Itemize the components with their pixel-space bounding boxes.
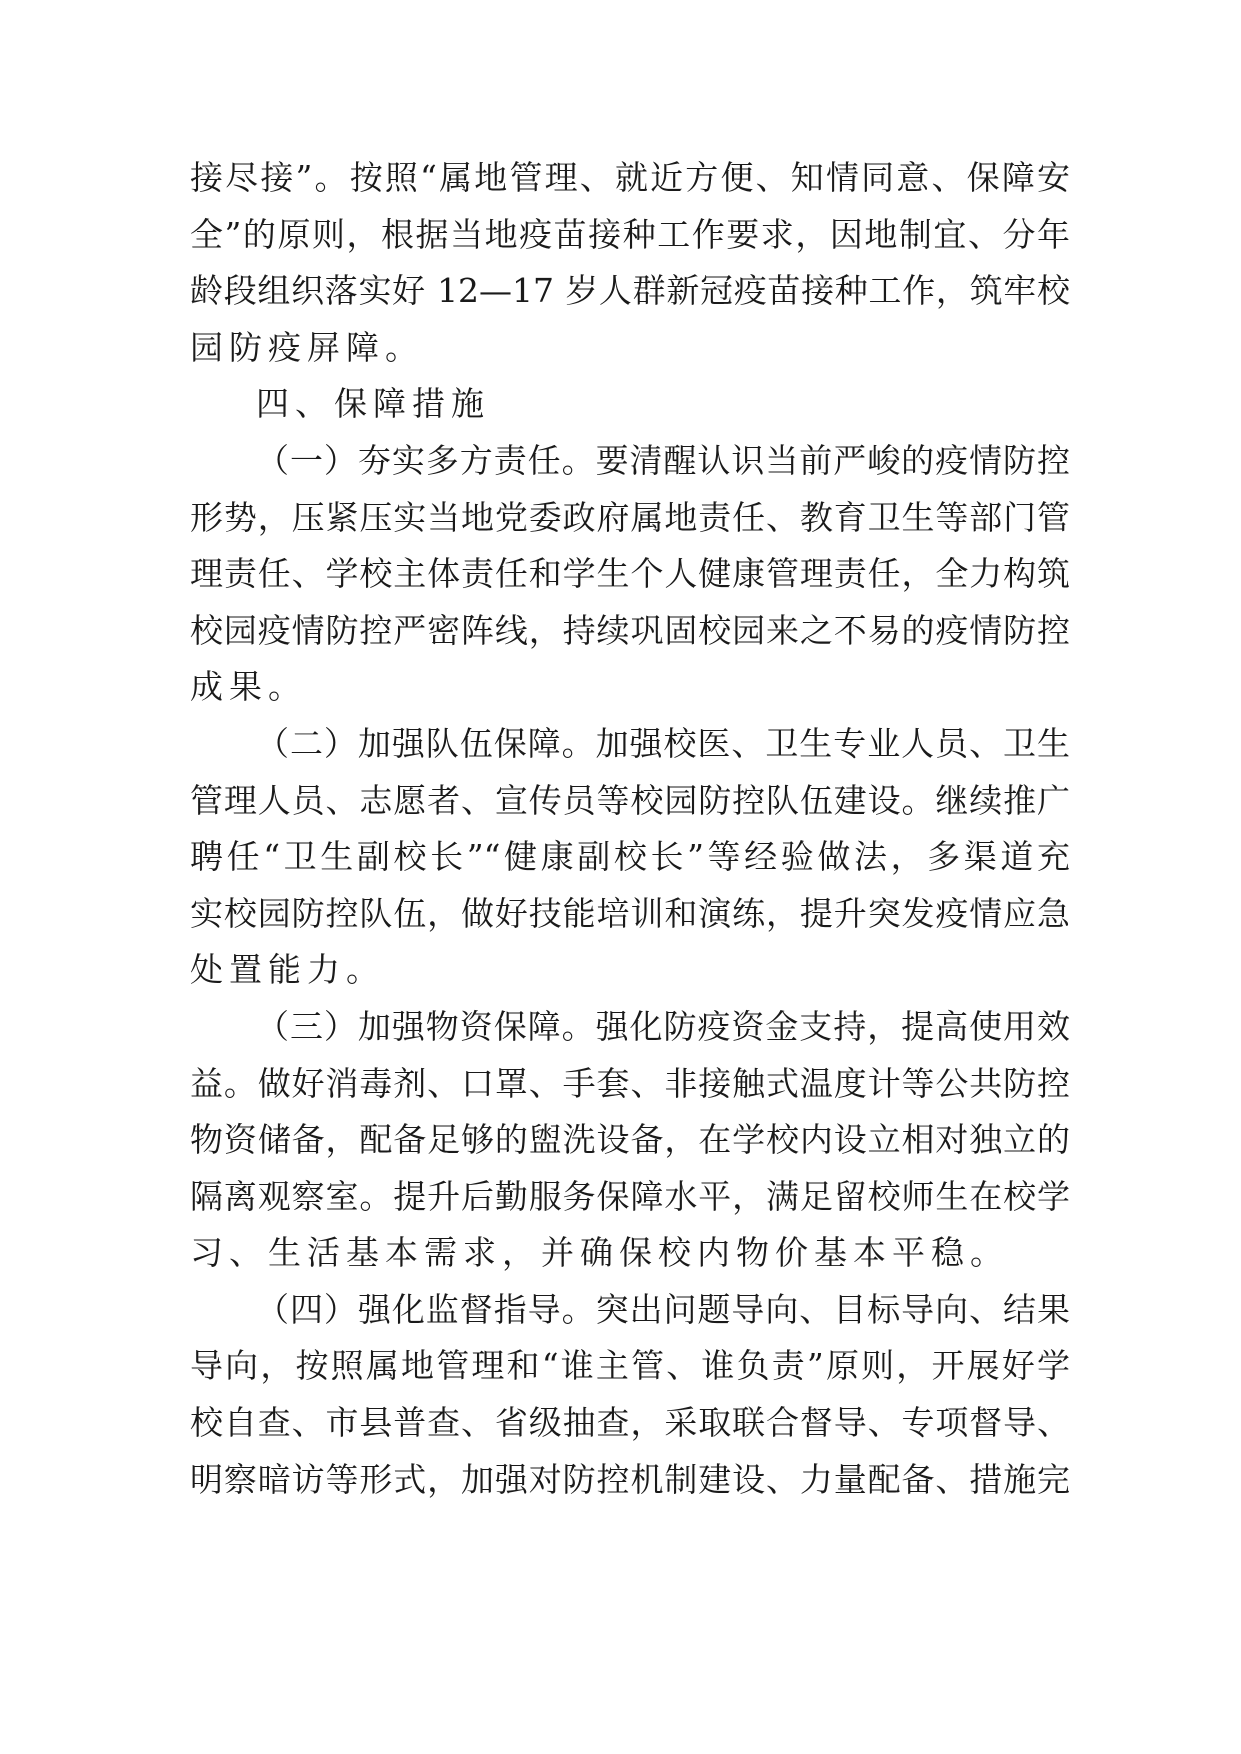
text-line: 四、保障措施 xyxy=(256,384,490,424)
text-line: 校园疫情防控严密阵线，持续巩固校园来之不易的疫情防控 xyxy=(190,610,1070,650)
text-line: （三）加强物资保障。强化防疫资金支持，提高使用效 xyxy=(256,1006,1070,1046)
text-line: 物资储备，配备足够的盥洗设备，在学校内设立相对独立的 xyxy=(190,1120,1070,1160)
text-line: （四）强化监督指导。突出问题导向、目标导向、结果 xyxy=(256,1289,1070,1329)
text-line: 益。做好消毒剂、口罩、手套、非接触式温度计等公共防控 xyxy=(190,1063,1070,1103)
text-line: 隔离观察室。提升后勤服务保障水平，满足留校师生在校学 xyxy=(190,1176,1070,1216)
document-body xyxy=(190,150,1070,1508)
text-line: 园防疫屏障。 xyxy=(190,327,424,367)
text-line: 全”的原则，根据当地疫苗接种工作要求，因地制宜、分年 xyxy=(190,214,1070,254)
text-line: 导向，按照属地管理和“谁主管、谁负责”原则，开展好学 xyxy=(190,1346,1070,1386)
text-line: 处置能力。 xyxy=(190,950,385,990)
text-line: 理责任、学校主体责任和学生个人健康管理责任，全力构筑 xyxy=(190,554,1070,594)
text-line: 管理人员、志愿者、宣传员等校园防控队伍建设。继续推广 xyxy=(190,780,1070,820)
text-line: 成果。 xyxy=(190,667,307,707)
text-line: 实校园防控队伍，做好技能培训和演练，提升突发疫情应急 xyxy=(190,893,1070,933)
text-line: （二）加强队伍保障。加强校医、卫生专业人员、卫生 xyxy=(256,723,1070,763)
text-line: 接尽接”。按照“属地管理、就近方便、知情同意、保障安 xyxy=(190,158,1070,197)
text-line: 习、生活基本需求，并确保校内物价基本平稳。 xyxy=(190,1233,1009,1273)
text-line: 明察暗访等形式，加强对防控机制建设、力量配备、措施完 xyxy=(190,1459,1070,1499)
text-line: 校自查、市县普查、省级抽查，采取联合督导、专项督导、 xyxy=(190,1403,1070,1443)
text-line: 形势，压紧压实当地党委政府属地责任、教育卫生等部门管 xyxy=(190,497,1070,537)
text-line: 龄段组织落实好 12—17 岁人群新冠疫苗接种工作，筑牢校 xyxy=(190,271,1070,311)
text-line: 聘任“卫生副校长”“健康副校长”等经验做法，多渠道充 xyxy=(190,837,1070,877)
text-line: （一）夯实多方责任。要清醒认识当前严峻的疫情防控 xyxy=(256,440,1070,480)
